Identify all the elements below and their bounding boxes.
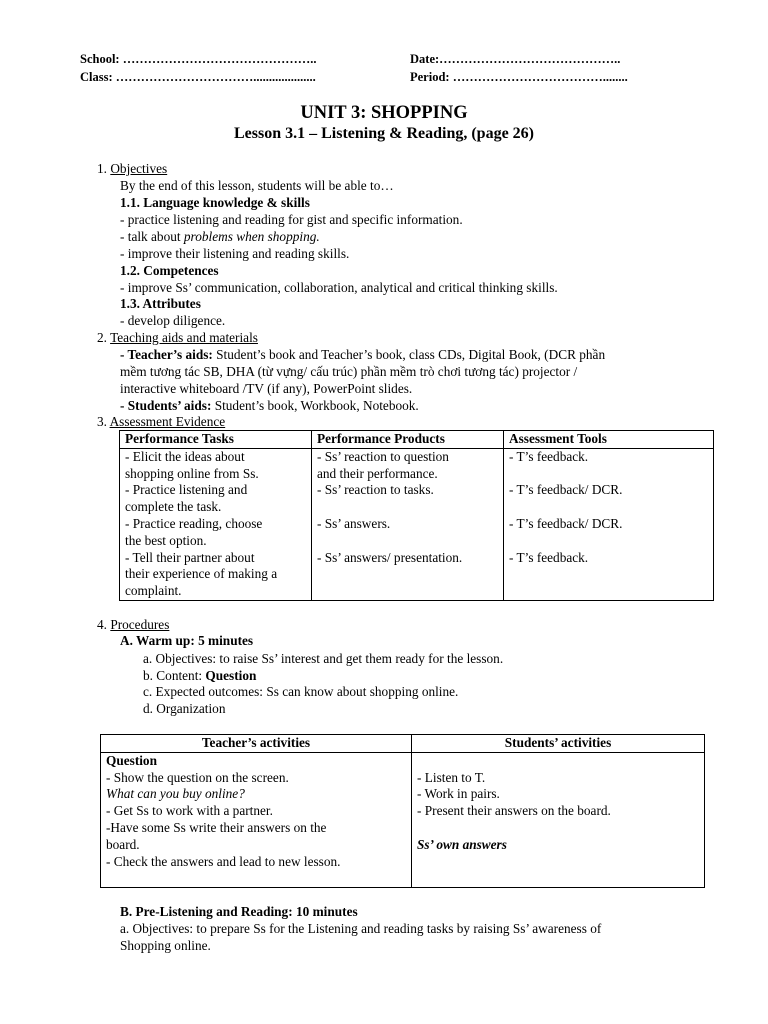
class-field: Class: …………………………….................... — [80, 70, 316, 84]
attributes-heading: 1.3. Attributes — [120, 296, 201, 311]
teacher-aids-line: interactive whiteboard /TV (if any), PowerPoint slides. — [120, 381, 413, 396]
column-header: Assessment Tools — [504, 431, 714, 449]
table-row — [120, 516, 714, 550]
product-cell — [312, 448, 504, 482]
warmup-heading: A. Warm up: 5 minutes — [120, 633, 254, 648]
table-row — [120, 448, 714, 482]
pre-listening-heading: B. Pre-Listening and Reading: 10 minutes — [120, 904, 358, 919]
task-cell — [120, 448, 312, 482]
product-cell — [312, 516, 504, 550]
cell-text: - T’s feedback. — [509, 549, 589, 565]
objective-item: - improve their listening and reading skills. — [120, 246, 350, 261]
date-field: Date:…………………………………….. — [410, 52, 621, 66]
tool-cell — [504, 482, 714, 516]
pre-listening-objectives: a. Objectives: to prepare Ss for the Listening and reading tasks by raising Ss’ awareness of — [120, 921, 602, 936]
activity-question: What can you buy online? — [106, 786, 245, 802]
product-cell — [312, 482, 504, 516]
objective-item: - practice listening and reading for gist and specific information. — [120, 212, 463, 227]
table-row — [120, 482, 714, 516]
cell-text: - Elicit the ideas about — [125, 448, 245, 464]
table-row — [120, 550, 714, 601]
cell-text: and their performance. — [317, 465, 438, 481]
warmup-objectives: a. Objectives: to raise Ss’ interest and get them ready for the lesson. — [143, 651, 504, 666]
students-aids-label: - Students’ aids: — [120, 398, 212, 413]
expected-answer: Ss’ own answers — [417, 836, 507, 852]
warmup-organization: d. Organization — [143, 701, 226, 716]
column-header: Performance Products — [312, 431, 504, 449]
activity-line: -Have some Ss write their answers on the — [106, 819, 327, 835]
table-row — [101, 752, 705, 887]
content-label: b. Content: — [143, 668, 206, 683]
attribute-item: - develop diligence. — [120, 313, 226, 328]
task-cell — [120, 550, 312, 601]
cell-text: - T’s feedback/ DCR. — [509, 482, 623, 498]
content-value: Question — [205, 668, 257, 683]
activity-line: - Check the answers and lead to new lesson. — [106, 853, 341, 869]
section-title: Assessment Evidence — [109, 414, 226, 429]
activity-line: - Get Ss to work with a partner. — [106, 803, 273, 819]
cell-text: - Ss’ answers/ presentation. — [317, 549, 463, 565]
cell-text: - Ss’ reaction to tasks. — [317, 482, 434, 498]
students-activities-cell — [412, 752, 705, 887]
cell-text: - Tell their partner about — [125, 549, 255, 565]
tool-cell — [504, 448, 714, 482]
objective-text: - talk about — [120, 229, 184, 244]
column-header: Performance Tasks — [120, 431, 312, 449]
students-activities-header: Students’ activities — [412, 735, 705, 753]
activity-line: board. — [106, 836, 140, 852]
cell-text: complaint. — [125, 583, 182, 599]
section-title: Teaching aids and materials — [110, 330, 258, 345]
cell-text: shopping online from Ss. — [125, 465, 259, 481]
section-number: 4. — [97, 617, 107, 632]
objectives-intro: By the end of this lesson, students will be able to… — [120, 178, 394, 193]
teacher-activities-cell — [101, 752, 412, 887]
cell-text: the best option. — [125, 532, 207, 548]
assessment-heading — [97, 413, 225, 430]
students-aids-line — [120, 397, 419, 414]
cell-text: their experience of making a — [125, 566, 278, 582]
teacher-activities-header: Teacher’s activities — [101, 735, 412, 753]
activity-line: - Show the question on the screen. — [106, 769, 289, 785]
cell-text: - Practice reading, choose — [125, 515, 263, 531]
section-title: Objectives — [110, 161, 168, 176]
activity-line: - Present their answers on the board. — [417, 803, 611, 819]
task-cell — [120, 482, 312, 516]
objective-italic-text: problems when shopping. — [183, 229, 320, 244]
tool-cell — [504, 550, 714, 601]
objectives-heading — [97, 160, 167, 177]
activity-line: - Listen to T. — [417, 769, 486, 785]
section-title: Procedures — [110, 617, 170, 632]
competence-item: - improve Ss’ communication, collaboration, analytical and critical thinking skills. — [120, 280, 558, 295]
warmup-outcomes: c. Expected outcomes: Ss can know about shopping online. — [143, 684, 459, 699]
cell-text: - Ss’ answers. — [317, 515, 391, 531]
lesson-subtitle: Lesson 3.1 – Listening & Reading, (page 26) — [233, 125, 535, 142]
activity-line: - Work in pairs. — [417, 786, 500, 802]
table-header-row — [120, 431, 714, 449]
assessment-table — [119, 430, 714, 601]
teacher-aids-text: Student’s book and Teacher’s book, class CDs, Digital Book, (DCR phần — [212, 347, 606, 362]
unit-title: UNIT 3: SHOPPING — [300, 103, 468, 123]
tool-cell — [504, 516, 714, 550]
school-field: School: ……………………………………….. — [80, 52, 317, 66]
pre-listening-objectives: Shopping online. — [120, 938, 211, 953]
product-cell — [312, 550, 504, 601]
teacher-aids-line: mềm tương tác SB, DHA (từ vựng/ cấu trúc) phần mềm trò chơi tương tác) projector / — [120, 364, 578, 379]
table-header-row — [101, 735, 705, 753]
section-number: 3. — [97, 414, 107, 429]
objective-item — [120, 228, 320, 245]
competences-heading: 1.2. Competences — [120, 263, 219, 278]
teacher-aids-line — [120, 346, 605, 363]
language-knowledge-heading: 1.1. Language knowledge & skills — [120, 195, 310, 210]
cell-text: complete the task. — [125, 499, 222, 515]
section-number: 2. — [97, 330, 107, 345]
teaching-aids-heading — [97, 329, 258, 346]
assessment-table-body — [120, 448, 714, 600]
section-number: 1. — [97, 161, 107, 176]
teacher-aids-label: - Teacher’s aids: — [120, 347, 213, 362]
task-cell — [120, 516, 312, 550]
students-aids-text: Student’s book, Workbook, Notebook. — [211, 398, 419, 413]
warmup-content — [143, 667, 256, 684]
activity-title: Question — [106, 752, 157, 768]
cell-text: - Ss’ reaction to question — [317, 448, 449, 464]
cell-text: - T’s feedback/ DCR. — [509, 515, 623, 531]
cell-text: - Practice listening and — [125, 482, 248, 498]
period-field: Period: ………………………………........ — [410, 70, 628, 84]
procedures-heading — [97, 616, 169, 633]
activities-table — [100, 734, 705, 888]
cell-text: - T’s feedback. — [509, 448, 589, 464]
